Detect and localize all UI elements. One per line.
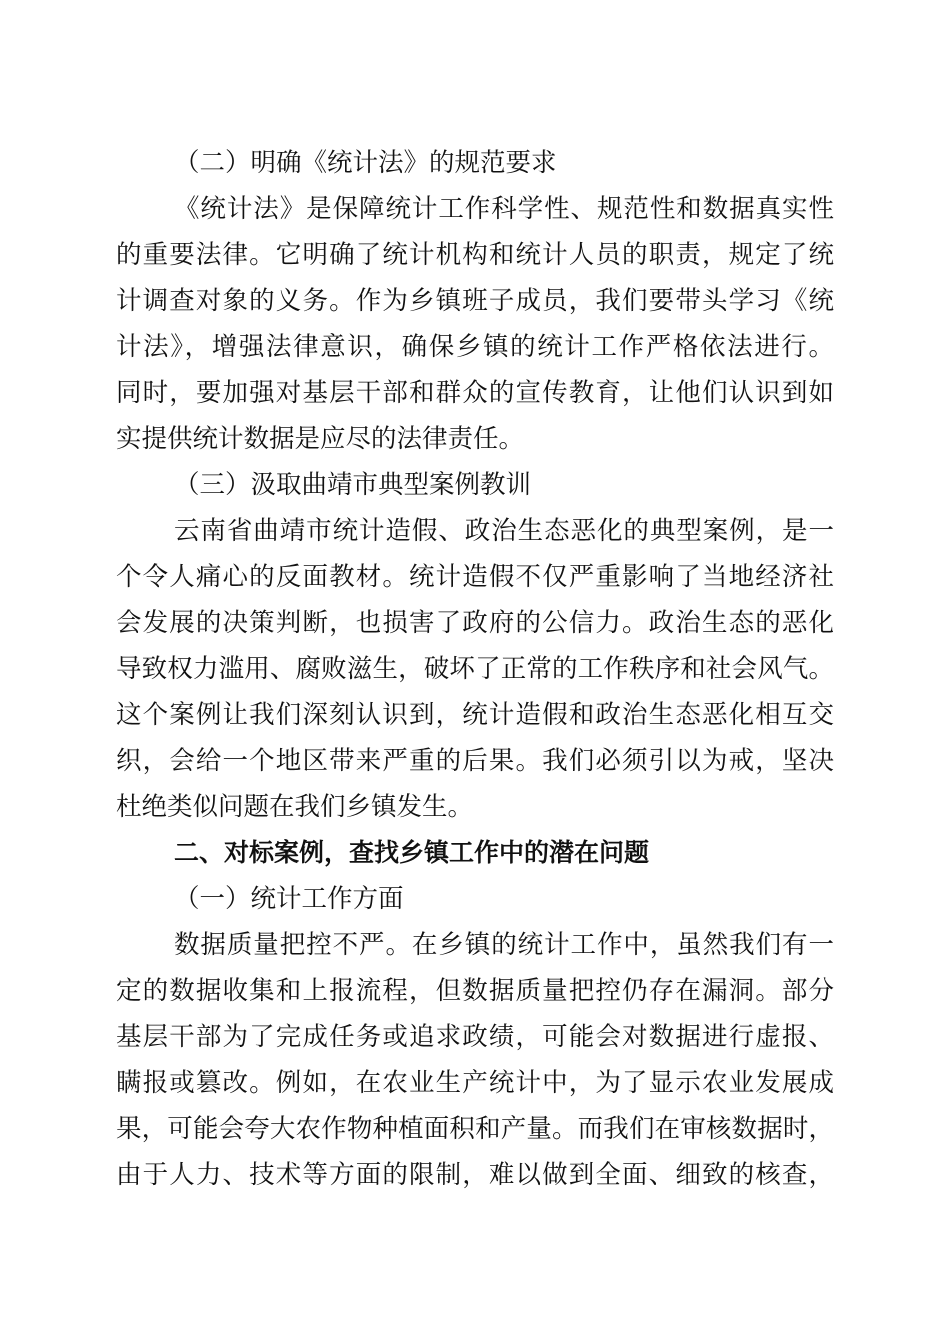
paragraph-line: 基层干部为了完成任务或追求政绩，可能会对数据进行虚报、 bbox=[116, 1022, 834, 1052]
paragraph-line: 计法》，增强法律意识，确保乡镇的统计工作严格依法进行。 bbox=[116, 332, 834, 362]
paragraph-line: 实提供统计数据是应尽的法律责任。 bbox=[116, 424, 525, 454]
subsection-heading-3: （三）汲取曲靖市典型案例教训 bbox=[174, 470, 532, 500]
paragraph-line: 计调查对象的义务。作为乡镇班子成员，我们要带头学习《统 bbox=[116, 286, 834, 316]
paragraph-line: 织，会给一个地区带来严重的后果。我们必须引以为戒，坚决 bbox=[116, 746, 834, 776]
paragraph-line: 的重要法律。它明确了统计机构和统计人员的职责，规定了统 bbox=[116, 240, 834, 270]
paragraph-line: 会发展的决策判断，也损害了政府的公信力。政治生态的恶化 bbox=[116, 608, 834, 638]
paragraph-line: 定的数据收集和上报流程，但数据质量把控仍存在漏洞。部分 bbox=[116, 976, 834, 1006]
section-heading-2: 二、对标案例，查找乡镇工作中的潜在问题 bbox=[174, 838, 650, 867]
subsection-heading-1: （一）统计工作方面 bbox=[174, 884, 404, 914]
paragraph-line: 这个案例让我们深刻认识到，统计造假和政治生态恶化相互交 bbox=[116, 700, 834, 730]
paragraph-line: 同时，要加强对基层干部和群众的宣传教育，让他们认识到如 bbox=[116, 378, 834, 408]
paragraph-line: 由于人力、技术等方面的限制，难以做到全面、细致的核查， bbox=[116, 1160, 834, 1190]
paragraph-line: 云南省曲靖市统计造假、政治生态恶化的典型案例，是一 bbox=[174, 516, 834, 546]
paragraph-line: 杜绝类似问题在我们乡镇发生。 bbox=[116, 792, 474, 822]
paragraph-line: 果，可能会夸大农作物种植面积和产量。而我们在审核数据时， bbox=[116, 1114, 834, 1144]
paragraph-line: 《统计法》是保障统计工作科学性、规范性和数据真实性 bbox=[174, 194, 834, 224]
subsection-heading-2: （二）明确《统计法》的规范要求 bbox=[174, 148, 557, 178]
paragraph-line: 瞒报或篡改。例如，在农业生产统计中，为了显示农业发展成 bbox=[116, 1068, 834, 1098]
paragraph-line: 数据质量把控不严。在乡镇的统计工作中，虽然我们有一 bbox=[174, 930, 834, 960]
paragraph-line: 个令人痛心的反面教材。统计造假不仅严重影响了当地经济社 bbox=[116, 562, 834, 592]
paragraph-line: 导致权力滥用、腐败滋生，破坏了正常的工作秩序和社会风气。 bbox=[116, 654, 834, 684]
document-page bbox=[116, 140, 834, 1198]
